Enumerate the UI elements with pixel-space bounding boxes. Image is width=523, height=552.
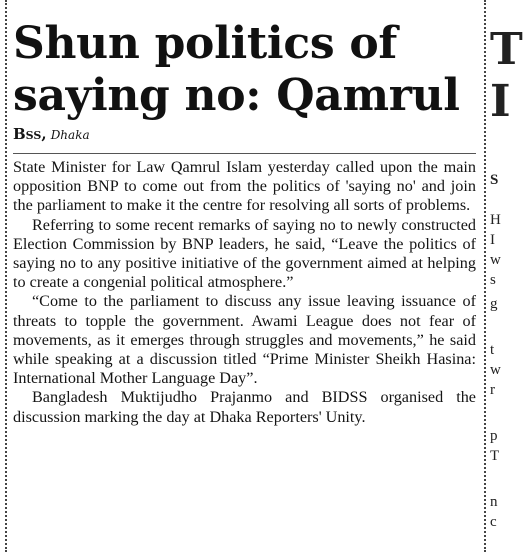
fragment-letter: c: [490, 514, 497, 530]
article-body: [13, 158, 476, 427]
paragraph-2: Referring to some recent remarks of saying no to newly constructed Election Commission by BNP leaders, he said, “Leave the politics of saying no to any positive initiative of the government aimed at helping to create a congenial political atmosphere.”: [13, 215, 476, 292]
fragment-letter: H: [490, 212, 501, 228]
paragraph-4: Bangladesh Muktijudho Prajanmo and BIDSS organised the discussion marking the day at Dhaka Reporters' Unity.: [13, 388, 476, 426]
fragment-letter: n: [490, 494, 498, 510]
fragment-letter: S: [490, 172, 499, 188]
fragment-letter: r: [490, 382, 495, 398]
byline: [13, 125, 476, 154]
headline: Shun politics of saying no: Qamrul: [13, 18, 460, 121]
fragment-letter: w: [490, 252, 501, 268]
fragment-letter: s: [490, 272, 496, 288]
fragment-letter: p: [490, 428, 498, 444]
column-rule-right: [484, 0, 486, 552]
paragraph-1: State Minister for Law Qamrul Islam yesterday called upon the main opposition BNP to come out from the politics of 'saying no' and join the parliament to make it the centre for resolving all sorts of problems.: [13, 158, 476, 215]
fragment-letter: w: [490, 362, 501, 378]
fragment-letter: T: [490, 448, 500, 464]
byline-location: Dhaka: [50, 128, 90, 142]
news-article: [13, 18, 476, 427]
fragment-letter: T: [490, 24, 523, 75]
byline-agency: Bss,: [13, 125, 47, 143]
fragment-letter: I: [490, 232, 495, 248]
adjacent-column-fragment: [490, 0, 523, 552]
fragment-letter: g: [490, 296, 498, 312]
paragraph-3: “Come to the parliament to discuss any issue leaving issuance of threats to topple the government. Awami League does not fear of movements, as it emerges through struggles and movements,” he said while speaking at a discussion titled “Prime Minister Sheikh Hasina: International Mother Language Day”.: [13, 292, 476, 388]
column-rule-left: [5, 0, 7, 552]
fragment-letter: t: [490, 342, 495, 358]
fragment-letter: I: [490, 76, 511, 127]
